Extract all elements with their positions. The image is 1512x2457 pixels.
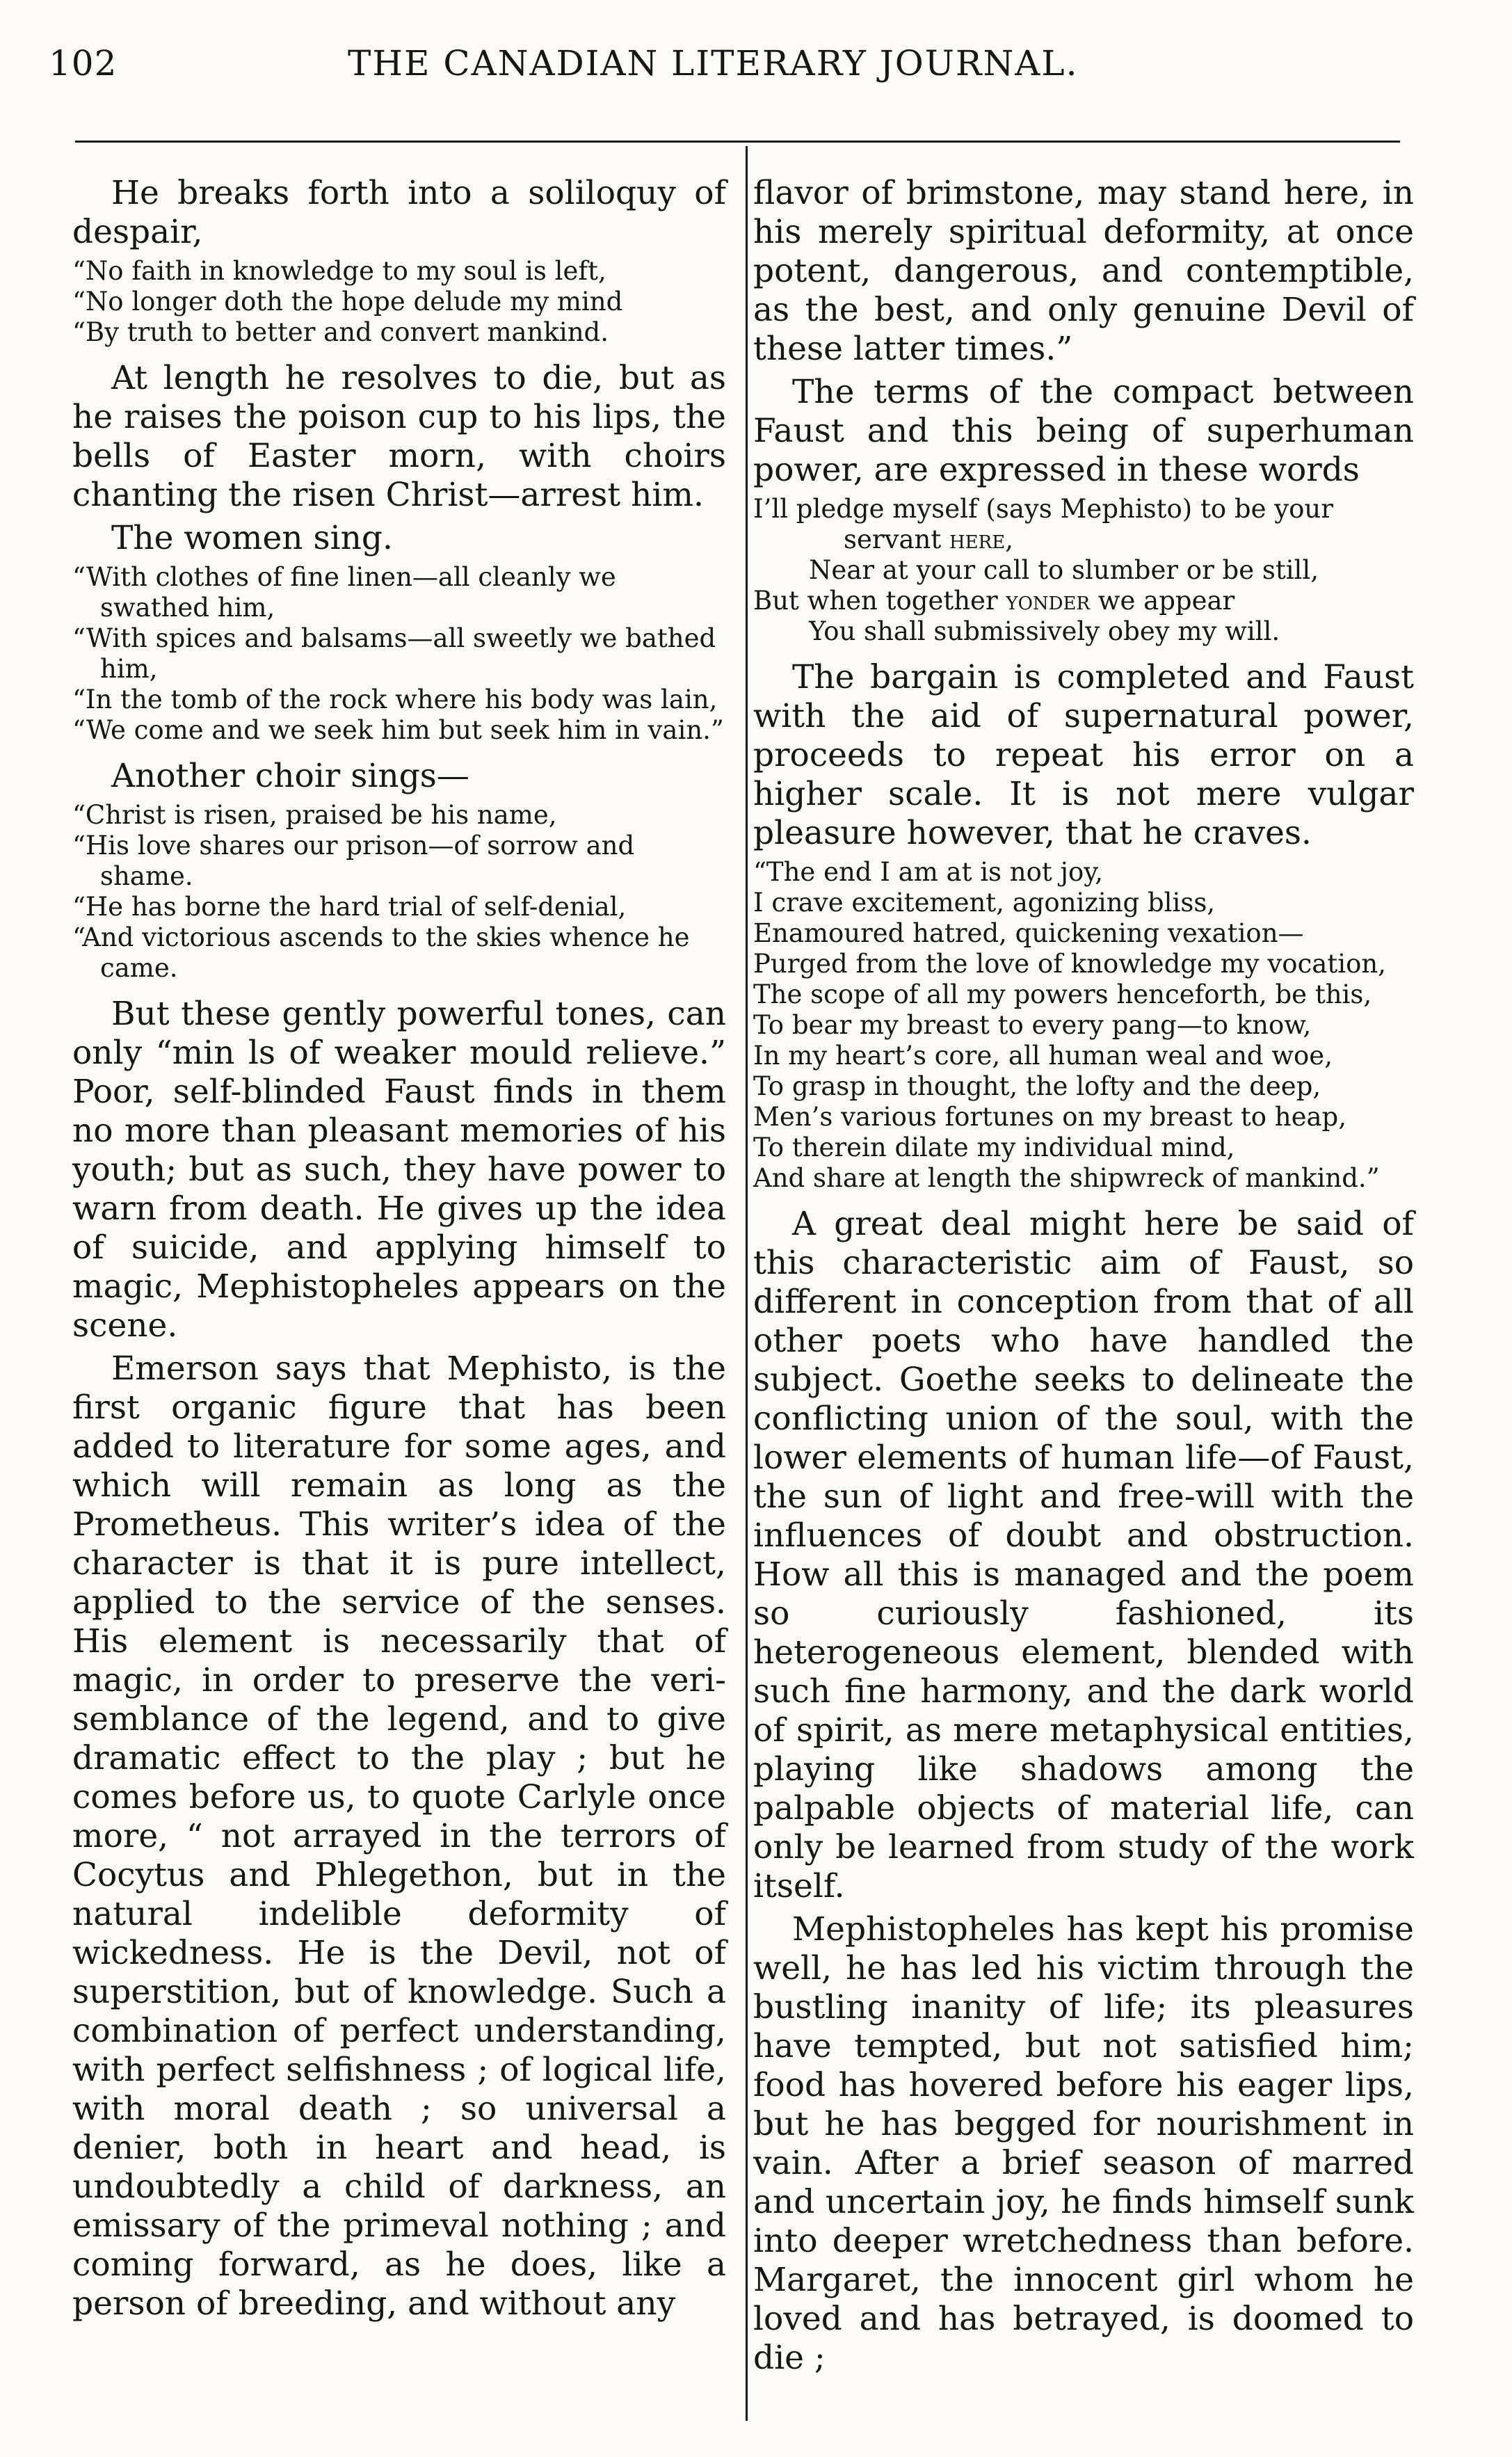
verse-line: Men’s various fortunes on my breast to heap, bbox=[753, 1102, 1346, 1132]
verse-line: But when together yonder we appear bbox=[753, 586, 1235, 616]
left-column bbox=[72, 174, 726, 2328]
verse-line: To grasp in thought, the lofty and the deep, bbox=[753, 1071, 1321, 1101]
verse-line: “His love shares our prison—of sorrow and shame. bbox=[72, 831, 635, 891]
right-column bbox=[753, 174, 1414, 2382]
verse-block bbox=[72, 800, 726, 984]
page-number: 102 bbox=[49, 43, 118, 83]
verse-line: “He has borne the hard trial of self-denial, bbox=[72, 892, 627, 922]
verse-line: The scope of all my powers henceforth, be this, bbox=[753, 979, 1372, 1009]
verse-line: servant here, bbox=[844, 525, 1013, 554]
verse-line: “Christ is risen, praised be his name, bbox=[72, 800, 557, 830]
verse-line: “No faith in knowledge to my soul is left, bbox=[72, 256, 606, 286]
verse-line: “In the tomb of the rock where his body was lain, bbox=[72, 685, 718, 714]
paragraph: He breaks forth into a soliloquy of despair, bbox=[72, 174, 726, 251]
paragraph: The women sing. bbox=[111, 519, 393, 557]
column-rule bbox=[746, 146, 748, 2421]
paragraph: A great deal might here be said of this characteristic aim of Faust, so different in conception from that of all other poets who have handled the subject. Goethe seeks to delineate the conflicting union of the soul, with the lower elements of human life—of Faust, the sun of light and free-will with the influences of doubt and obstruction. How all this is managed and the poem so curiously fashioned, its heterogeneous element, blended with such fine harmony, and the dark world of spirit, as mere metaphysical entities, playing like shadows among the palpable objects of material life, can only be learned from study of the work itself. bbox=[753, 1205, 1414, 1905]
verse-block bbox=[753, 857, 1414, 1194]
paragraph: At length he resolves to die, but as he raises the poison cup to his lips, the bells of Easter morn, with choirs chanting the risen Christ—arrest him. bbox=[72, 359, 726, 514]
verse-line: “With clothes of fine linen—all cleanly we swathed him, bbox=[72, 562, 616, 623]
verse-line: And share at length the shipwreck of mankind.” bbox=[753, 1163, 1380, 1193]
verse-line: You shall submissively obey my will. bbox=[809, 616, 1280, 646]
verse-line: “With spices and balsams—all sweetly we bathed him, bbox=[72, 623, 716, 684]
journal-title: THE CANADIAN LITERARY JOURNAL. bbox=[348, 43, 1079, 83]
verse-line: Enamoured hatred, quickening vexation— bbox=[753, 918, 1304, 948]
verse-line: I’ll pledge myself (says Mephisto) to be your bbox=[753, 494, 1333, 524]
paragraph: The bargain is completed and Faust with the aid of supernatural power, proceeds to repeat his error on a higher scale. It is not mere vulgar pleasure however, that he craves. bbox=[753, 658, 1414, 852]
verse-block bbox=[753, 494, 1414, 647]
verse-line: To bear my breast to every pang—to know, bbox=[753, 1010, 1312, 1040]
verse-line: To therein dilate my individual mind, bbox=[753, 1133, 1235, 1162]
paragraph: Another choir sings— bbox=[111, 757, 469, 795]
verse-line: “The end I am at is not joy, bbox=[753, 857, 1104, 887]
verse-block bbox=[72, 256, 726, 348]
verse-line: In my heart’s core, all human weal and woe, bbox=[753, 1041, 1333, 1071]
verse-line: I crave excitement, agonizing bliss, bbox=[753, 888, 1216, 918]
verse-line: “By truth to better and convert mankind. bbox=[72, 317, 609, 347]
header-rule bbox=[75, 141, 1400, 143]
verse-line: “And victorious ascends to the skies whence he came. bbox=[72, 922, 690, 983]
verse-line: Near at your call to slumber or be still, bbox=[809, 555, 1319, 585]
verse-line: “No longer doth the hope delude my mind bbox=[72, 287, 623, 317]
verse-line: Purged from the love of knowledge my vocation, bbox=[753, 949, 1386, 979]
verse-line: “We come and we seek him but seek him in vain.” bbox=[72, 715, 724, 745]
paragraph: Emerson says that Mephisto, is the first organic figure that has been added to literature for some ages, and which will remain as long as the Prometheus. This writer’s idea of the character is that it is pure intellect, applied to the service of the senses. His element is necessarily that of magic, in order to preserve the veri-semblance of the legend, and to give dramatic effect to the play ; but he comes before us, to quote Carlyle once more, “ not arrayed in the terrors of Cocytus and Phlegethon, but in the natural indelible deformity of wickedness. He is the Devil, not of superstition, but of knowledge. Such a combination of perfect understanding, with perfect selfishness ; of logical life, with moral death ; so universal a denier, both in heart and head, is undoubtedly a child of darkness, an emissary of the primeval nothing ; and coming forward, as he does, like a person of breeding, and without any bbox=[72, 1350, 726, 2323]
paragraph: Mephistopheles has kept his promise well, he has led his victim through the bustling inanity of life; its pleasures have tempted, but not satisfied him; food has hovered before his eager lips, but he has begged for nourishment in vain. After a brief season of marred and uncertain joy, he finds himself sunk into deeper wretchedness than before. Margaret, the innocent girl whom he loved and has betrayed, is doomed to die ; bbox=[753, 1910, 1414, 2377]
verse-block bbox=[72, 562, 726, 746]
paragraph: flavor of brimstone, may stand here, in his merely spiritual deformity, at once potent, dangerous, and contemptible, as the best, and only genuine Devil of these latter times.” bbox=[753, 174, 1414, 368]
paragraph: The terms of the compact between Faust and this being of superhuman power, are expressed in these words bbox=[753, 373, 1414, 489]
paragraph: But these gently powerful tones, can only “min ls of weaker mould relieve.” Poor, self-blinded Faust finds in them no more than pleasant memories of his youth; but as such, they have power to warn from death. He gives up the idea of suicide, and applying himself to magic, Mephistopheles appears on the scene. bbox=[72, 995, 726, 1345]
